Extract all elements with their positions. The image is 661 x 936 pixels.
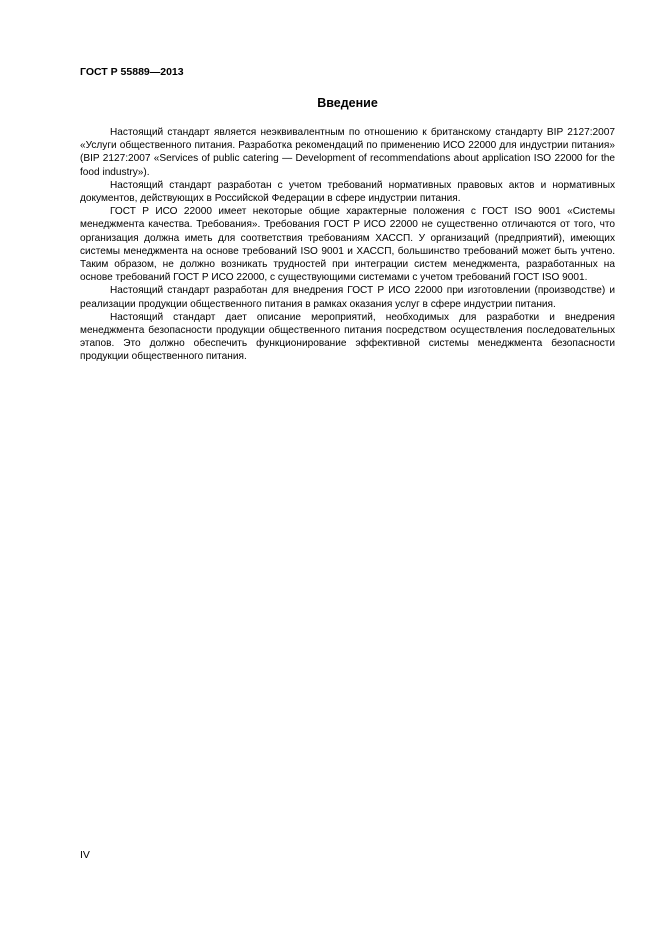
paragraph: Настоящий стандарт разработан для внедрения ГОСТ Р ИСО 22000 при изготовлении (производстве) и реализации продукции общественного питания в рамках оказания услуг в сфере индустрии питания. xyxy=(80,285,615,310)
paragraph: ГОСТ Р ИСО 22000 имеет некоторые общие характерные положения с ГОСТ ISO 9001 «Системы менеджмента качества. Требования». Требования ГОСТ Р ИСО 22000 не существенно отличаются от того, что организация должна иметь для соответствия требованиям ХАССП. У организаций (предприятий), имеющих системы менеджмента на основе требований ISO 9001 и ХАССП, большинство требований может быть учтено. Таким образом, не должно возникать трудностей при интеграции систем менеджмента, разработанных на основе требований ГОСТ Р ИСО 22000, с существующими системами с учетом требований ГОСТ ISO 9001. xyxy=(80,206,615,284)
section-title: Введение xyxy=(317,96,378,110)
introduction-body xyxy=(80,126,615,364)
paragraph: Настоящий стандарт является неэквивалентным по отношению к британскому стандарту BIP 2127:2007 «Услуги общественного питания. Разработка рекомендаций по применению ИСО 22000 для индустрии питания» (BIP 2127:2007 «Services of public catering — Development of recommendations about application ISO 22000 for the food industry»). xyxy=(80,127,615,178)
document-code: ГОСТ Р 55889—2013 xyxy=(80,66,184,78)
paragraph: Настоящий стандарт разработан с учетом требований нормативных правовых актов и нормативных документов, действующих в Российской Федерации в сфере индустрии питания. xyxy=(80,179,615,205)
page-number: IV xyxy=(80,849,90,861)
paragraph: Настоящий стандарт дает описание мероприятий, необходимых для разработки и внедрения менеджмента безопасности продукции общественного питания посредством осуществления последовательных этапов. Это должно обеспечить функционирование эффективной системы менеджмента безопасности продукции общественного питания. xyxy=(80,311,615,363)
